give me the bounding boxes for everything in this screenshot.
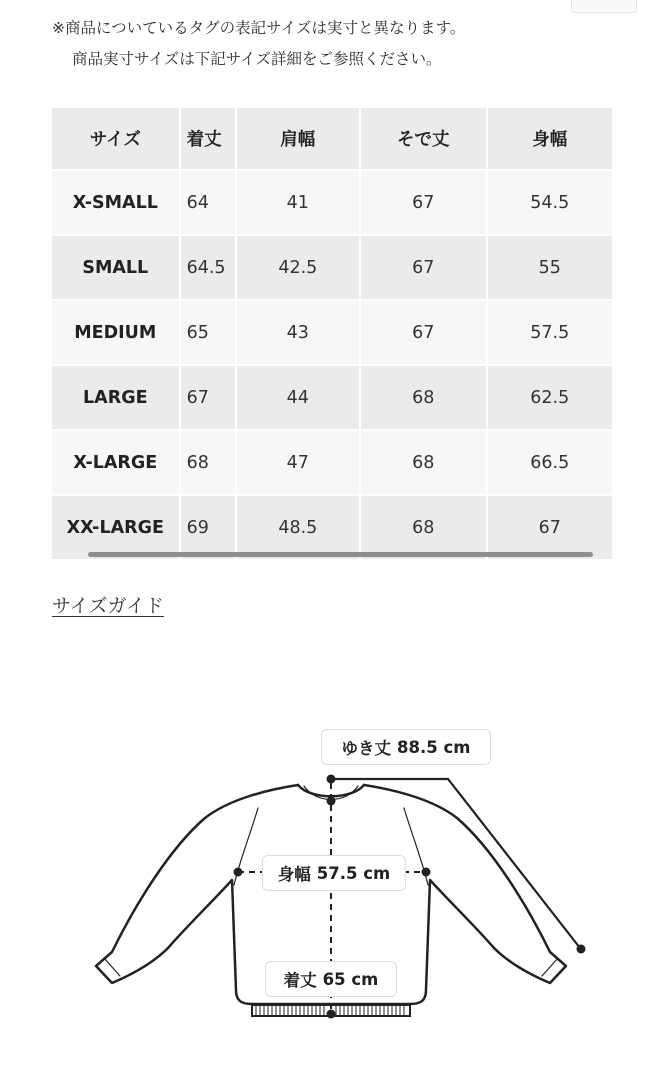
kitake-bottom-dot xyxy=(327,1010,336,1019)
header-shoulder: 肩幅 xyxy=(237,108,361,171)
yuki-value: 88.5 cm xyxy=(397,737,471,757)
cell-body-width: 67 xyxy=(488,496,612,559)
size-label: XX-LARGE xyxy=(52,496,181,559)
mihaba-value: 57.5 cm xyxy=(316,863,391,883)
cell-body-width: 62.5 xyxy=(488,366,612,431)
cell-sleeve: 67 xyxy=(361,171,488,236)
cell-shoulder: 41 xyxy=(237,171,361,236)
cell-shoulder: 42.5 xyxy=(237,236,361,301)
cell-sleeve: 68 xyxy=(361,366,488,431)
kitake-label-text: 着丈 xyxy=(283,971,317,990)
table-row xyxy=(52,366,612,431)
cell-body-width: 57.5 xyxy=(488,301,612,366)
cell-body-width: 66.5 xyxy=(488,431,612,496)
table-row xyxy=(52,301,612,366)
size-label: X-SMALL xyxy=(52,171,181,236)
table-header-row xyxy=(52,108,612,171)
mihaba-label xyxy=(262,855,406,891)
size-label: SMALL xyxy=(52,236,181,301)
header-body-width: 身幅 xyxy=(488,108,612,171)
size-note-line-1: ※商品についているタグの表記サイズは実寸と異なります。 xyxy=(52,19,466,37)
size-label: MEDIUM xyxy=(52,301,181,366)
cell-sleeve: 67 xyxy=(361,301,488,366)
kitake-label xyxy=(265,961,397,997)
cell-length: 67 xyxy=(181,366,237,431)
cell-length: 64.5 xyxy=(181,236,237,301)
yuki-label xyxy=(321,729,491,765)
size-label: X-LARGE xyxy=(52,431,181,496)
cell-shoulder: 44 xyxy=(237,366,361,431)
kitake-value: 65 cm xyxy=(322,969,379,989)
top-corner-element xyxy=(571,0,637,13)
header-size: サイズ xyxy=(52,108,181,171)
cell-length: 64 xyxy=(181,171,237,236)
cell-sleeve: 68 xyxy=(361,431,488,496)
cell-sleeve: 68 xyxy=(361,496,488,559)
size-table xyxy=(52,108,612,559)
cell-body-width: 55 xyxy=(488,236,612,301)
size-note-line-2: 商品実寸サイズは下記サイズ詳細をご参照ください。 xyxy=(72,50,442,68)
mihaba-label-text: 身幅 xyxy=(277,865,311,884)
yuki-label-text: ゆき丈 xyxy=(341,739,392,758)
table-row xyxy=(52,431,612,496)
cell-shoulder: 48.5 xyxy=(237,496,361,559)
yuki-end-dot xyxy=(577,945,586,954)
table-row xyxy=(52,496,612,559)
cell-sleeve: 67 xyxy=(361,236,488,301)
cell-length: 69 xyxy=(181,496,237,559)
yuki-start-dot xyxy=(327,775,336,784)
header-sleeve: そで丈 xyxy=(361,108,488,171)
size-label: LARGE xyxy=(52,366,181,431)
cell-length: 68 xyxy=(181,431,237,496)
kitake-top-dot xyxy=(327,797,336,806)
header-length: 着丈 xyxy=(181,108,237,171)
table-row xyxy=(52,171,612,236)
table-row xyxy=(52,236,612,301)
cell-length: 65 xyxy=(181,301,237,366)
cell-shoulder: 47 xyxy=(237,431,361,496)
cell-shoulder: 43 xyxy=(237,301,361,366)
size-guide-link[interactable]: サイズガイド xyxy=(52,595,164,617)
mihaba-left-dot xyxy=(234,868,243,877)
table-horizontal-scrollbar[interactable] xyxy=(88,552,593,557)
mihaba-right-dot xyxy=(422,868,431,877)
cell-body-width: 54.5 xyxy=(488,171,612,236)
